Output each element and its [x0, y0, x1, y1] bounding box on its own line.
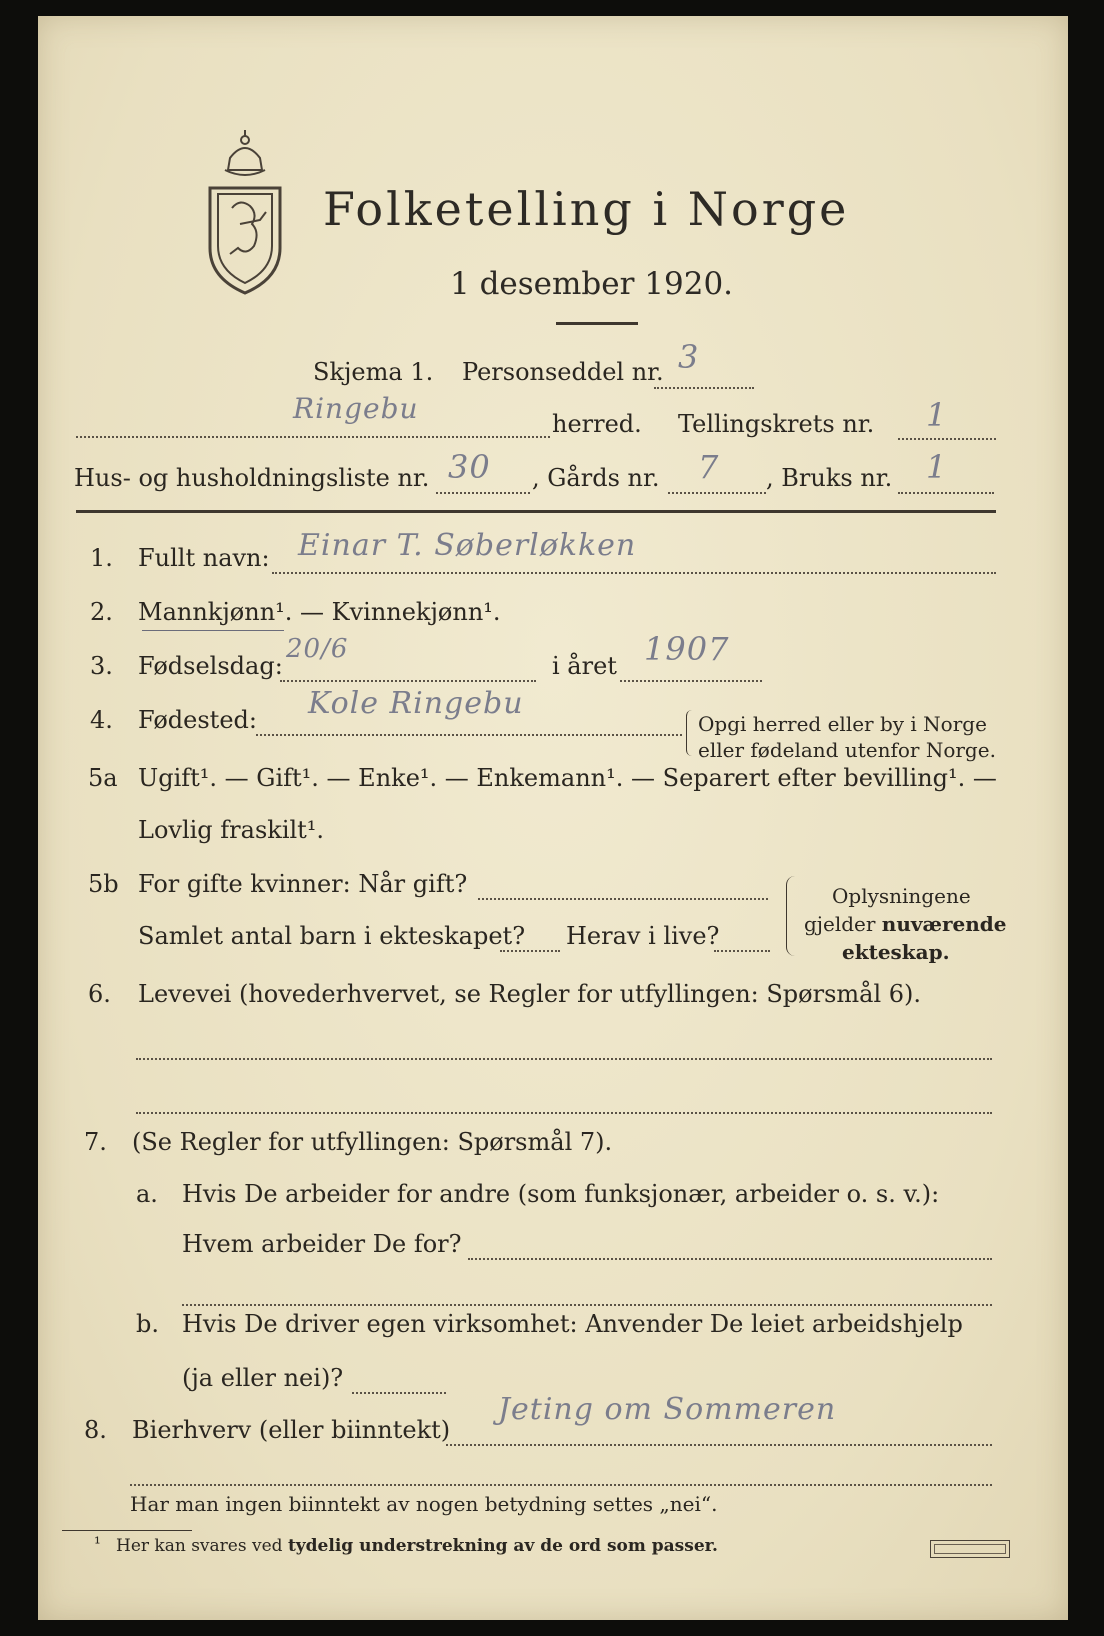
q5b-note-line2-a: gjelder	[804, 912, 882, 936]
q8-line-extra	[130, 1484, 992, 1486]
q1-number: 1.	[90, 544, 113, 572]
q6-number: 6.	[88, 980, 111, 1008]
personseddel-line	[654, 387, 754, 389]
footnote-text-a: Her kan svares ved	[116, 1536, 288, 1556]
q8-label: Bierhverv (eller biinntekt)	[132, 1416, 451, 1444]
q7a-line-extra	[182, 1304, 992, 1306]
tellingskrets-line	[898, 438, 996, 440]
census-form	[38, 16, 1068, 1620]
husliste-label: Hus- og husholdningsliste nr.	[74, 464, 430, 492]
q5b-live-label: Herav i live?	[566, 922, 720, 950]
form-title: Folketelling i Norge	[323, 182, 850, 236]
census-date: 1 desember 1920.	[450, 266, 734, 302]
q7a-line	[468, 1258, 992, 1260]
q5b-barn-line	[500, 950, 560, 952]
tellingskrets-value: 1	[926, 396, 948, 434]
q8-line	[446, 1444, 992, 1446]
q5a-line1: Ugift¹. — Gift¹. — Enke¹. — Enkemann¹. — Separert efter bevilling¹. —	[138, 764, 997, 792]
printer-stamp	[930, 1540, 1010, 1558]
q2-number: 2.	[90, 598, 113, 626]
tellingskrets-label: Tellingskrets nr.	[678, 410, 875, 438]
q3-label: Fødselsdag:	[138, 652, 283, 680]
herred-value: Ringebu	[293, 392, 419, 425]
q7a-letter: a.	[136, 1180, 158, 1208]
q8-value: Jeting om Sommeren	[498, 1392, 837, 1427]
q3-year-label: i året	[552, 652, 617, 680]
q5b-barn-label: Samlet antal barn i ekteskapet?	[138, 922, 526, 950]
footnote-text	[116, 1536, 718, 1556]
title-divider	[556, 322, 638, 325]
husliste-line	[436, 492, 530, 494]
q4-number: 4.	[90, 706, 113, 734]
q7a-line1: Hvis De arbeider for andre (som funksjonær, arbeider o. s. v.):	[182, 1180, 940, 1208]
q5b-live-line	[714, 950, 770, 952]
q6-label: Levevei (hovederhvervet, se Regler for utfyllingen: Spørsmål 6).	[138, 980, 922, 1008]
q5b-brace	[786, 876, 795, 956]
q2-label: Mannkjønn¹. — Kvinnekjønn¹.	[138, 598, 501, 626]
q4-value: Kole Ringebu	[308, 686, 524, 721]
q8-number: 8.	[84, 1416, 107, 1444]
bruks-value: 1	[926, 448, 948, 486]
footnote-mark: ¹	[94, 1534, 101, 1554]
husliste-value: 30	[448, 448, 491, 486]
q5b-gift-line	[478, 898, 768, 900]
q5a-line2: Lovlig fraskilt¹.	[138, 816, 325, 844]
q7a-line2: Hvem arbeider De for?	[182, 1230, 462, 1258]
q4-line	[256, 734, 682, 736]
q7b-line	[352, 1392, 446, 1394]
q7b-line2: (ja eller nei)?	[182, 1364, 344, 1392]
footnote-rule	[62, 1530, 192, 1531]
bruks-label: , Bruks nr.	[766, 464, 893, 492]
q7b-letter: b.	[136, 1310, 159, 1338]
q4-brace	[686, 710, 693, 756]
gards-line	[668, 492, 766, 494]
q2-underline	[142, 630, 284, 631]
q5b-note-line2	[804, 912, 1007, 936]
q6-line1	[136, 1058, 992, 1060]
gards-label: , Gårds nr.	[532, 464, 660, 492]
herred-line	[76, 436, 550, 438]
footnote-text-b: tydelig understrekning av de ord som passer.	[287, 1536, 718, 1556]
q5b-number: 5b	[88, 870, 119, 898]
personseddel-value: 3	[678, 338, 700, 376]
q5a-number: 5a	[88, 764, 118, 792]
q5b-note-line1: Oplysningene	[832, 884, 971, 908]
q7b-line1: Hvis De driver egen virksomhet: Anvender De leiet arbeidshjelp	[182, 1310, 963, 1338]
q1-line	[272, 572, 996, 574]
q4-note-line2: eller fødeland utenfor Norge.	[698, 738, 996, 762]
q7-label: (Se Regler for utfyllingen: Spørsmål 7).	[132, 1128, 613, 1156]
q1-value: Einar T. Søberløkken	[298, 528, 637, 563]
bottom-note: Har man ingen biinntekt av nogen betydning settes „nei“.	[130, 1492, 718, 1516]
q3-year-line	[620, 680, 762, 682]
q4-label: Fødested:	[138, 706, 257, 734]
personseddel-label: Personseddel nr.	[462, 358, 664, 386]
q3-date-value: 20/6	[286, 634, 349, 664]
q3-date-line	[280, 680, 536, 682]
gards-value: 7	[698, 448, 720, 486]
q3-number: 3.	[90, 652, 113, 680]
bruks-line	[898, 492, 994, 494]
herred-label: herred.	[552, 410, 642, 438]
skjema-label: Skjema 1.	[313, 358, 434, 386]
q3-year-value: 1907	[644, 630, 730, 668]
q5b-line1: For gifte kvinner: Når gift?	[138, 870, 468, 898]
coat-of-arms-icon	[200, 128, 290, 303]
q7-number: 7.	[84, 1128, 107, 1156]
q5b-note-line2-b: nuværende	[881, 912, 1007, 936]
q5b-note-line3: ekteskap.	[842, 940, 950, 964]
q1-label: Fullt navn:	[138, 544, 270, 572]
header-rule	[76, 510, 996, 513]
q4-note-line1: Opgi herred eller by i Norge	[698, 712, 987, 736]
q6-line2	[136, 1112, 992, 1114]
